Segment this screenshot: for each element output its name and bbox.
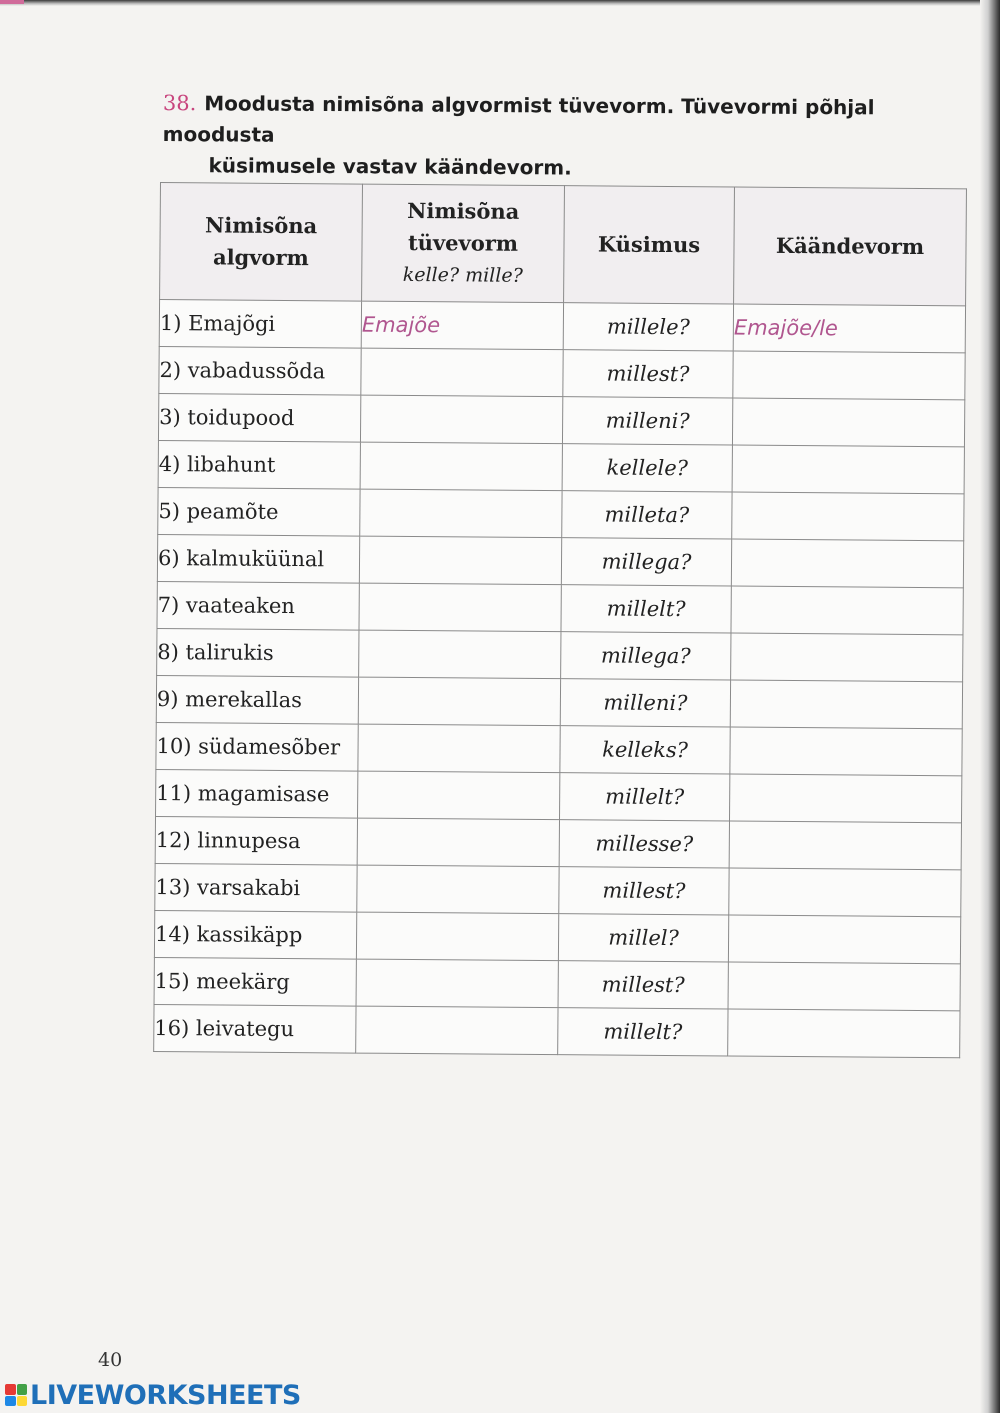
stem-form-cell[interactable]: [359, 630, 561, 679]
base-form-cell: 3) toidupood: [158, 393, 360, 442]
header-case-form-label: Käändevorm: [775, 232, 925, 260]
question-cell: millelt?: [560, 773, 730, 821]
question-cell: millega?: [561, 538, 731, 586]
table-row: [158, 487, 964, 540]
case-form-cell[interactable]: [732, 492, 964, 541]
case-form-cell[interactable]: [730, 727, 962, 776]
question-cell: millesse?: [559, 820, 729, 868]
stem-form-cell[interactable]: [358, 771, 560, 820]
base-form-cell: 15) meekärg: [154, 957, 356, 1006]
stem-form-cell[interactable]: [356, 912, 558, 961]
corner-mark: [0, 0, 24, 4]
table-row: [155, 816, 961, 869]
stem-form-cell[interactable]: [359, 536, 561, 585]
table-row: [154, 1004, 960, 1057]
case-form-cell[interactable]: [732, 445, 964, 494]
base-form-cell: 11) magamisase: [156, 769, 358, 818]
case-form-cell[interactable]: [729, 774, 961, 823]
table-row: [157, 581, 963, 634]
stem-form-cell[interactable]: [356, 1006, 558, 1055]
liveworksheets-logo-icon: [5, 1384, 27, 1406]
table-row: [157, 534, 963, 587]
question-cell: kellele?: [562, 444, 732, 492]
table-row: [154, 910, 960, 963]
base-form-cell: 12) linnupesa: [155, 816, 357, 865]
question-cell: millelt?: [558, 1008, 728, 1056]
stem-form-cell[interactable]: [360, 442, 562, 491]
exercise-number: 38.: [162, 90, 197, 116]
case-form-cell[interactable]: [729, 868, 961, 917]
exercise-table: [153, 182, 967, 1058]
base-form-cell: 1) Emajõgi: [159, 300, 361, 349]
base-form-cell: 16) leivategu: [154, 1004, 356, 1053]
page-binding-shadow: [980, 0, 1000, 1413]
base-form-cell: 14) kassikäpp: [154, 910, 356, 959]
stem-form-cell[interactable]: [358, 724, 560, 773]
header-question-label: Küsimus: [597, 231, 701, 258]
base-form-cell: 5) peamõte: [158, 487, 360, 536]
question-cell: kelleks?: [560, 726, 730, 774]
header-row: [160, 183, 967, 306]
case-form-cell[interactable]: [732, 398, 964, 447]
case-form-cell[interactable]: [728, 962, 960, 1011]
header-case-form: [734, 187, 967, 306]
stem-form-cell[interactable]: [358, 677, 560, 726]
table-row: [157, 628, 963, 681]
stem-form-cell[interactable]: [356, 959, 558, 1008]
table-row: [156, 722, 962, 775]
instruction-line-2: küsimusele vastav käändevorm.: [208, 153, 572, 180]
liveworksheets-brand: [5, 1379, 301, 1411]
question-cell: millel?: [558, 914, 728, 962]
header-question: [564, 186, 735, 304]
question-cell: millega?: [561, 632, 731, 680]
header-stem-form-label: Nimisõna tüvevorm: [407, 197, 520, 256]
table-row: [158, 393, 964, 446]
table-row: [156, 675, 962, 728]
header-base-form: [160, 183, 363, 302]
question-cell: millest?: [559, 867, 729, 915]
table-row: [159, 300, 965, 353]
header-stem-form-hint: kelle? mille?: [402, 263, 523, 287]
case-form-cell[interactable]: [728, 915, 960, 964]
stem-form-cell[interactable]: [361, 348, 563, 397]
question-cell: millele?: [563, 303, 733, 351]
header-base-form-label: Nimisõna algvorm: [205, 212, 318, 271]
page-number: 40: [98, 1349, 123, 1371]
stem-form-cell[interactable]: [357, 865, 559, 914]
case-form-cell[interactable]: Emajõe/le: [733, 304, 965, 353]
question-cell: milleta?: [562, 491, 732, 539]
stem-form-cell[interactable]: Emajõe: [361, 301, 563, 350]
base-form-cell: 8) talirukis: [157, 628, 359, 677]
base-form-cell: 2) vabadussõda: [159, 346, 361, 395]
case-form-cell[interactable]: [731, 586, 963, 635]
table-row: [159, 346, 965, 399]
case-form-cell[interactable]: [729, 821, 961, 870]
case-form-cell[interactable]: [730, 680, 962, 729]
case-form-cell[interactable]: [733, 351, 965, 400]
base-form-cell: 6) kalmuküünal: [157, 534, 359, 583]
exercise-instruction: [162, 88, 953, 186]
stem-form-cell[interactable]: [360, 489, 562, 538]
base-form-cell: 4) libahunt: [158, 440, 360, 489]
brand-name: LIVEWORKSHEETS: [30, 1379, 301, 1411]
base-form-cell: 7) vaateaken: [157, 581, 359, 630]
base-form-cell: 10) südamesõber: [156, 722, 358, 771]
base-form-cell: 9) merekallas: [156, 675, 358, 724]
table-row: [158, 440, 964, 493]
stem-form-cell[interactable]: [357, 818, 559, 867]
instruction-line-1: Moodusta nimisõna algvormist tüvevorm. Tüvevormi põhjal moodusta: [162, 91, 875, 147]
table-row: [156, 769, 962, 822]
case-form-cell[interactable]: [731, 539, 963, 588]
stem-form-cell[interactable]: [359, 583, 561, 632]
question-cell: millest?: [558, 961, 728, 1009]
stem-form-cell[interactable]: [360, 395, 562, 444]
page-top-shadow: [0, 0, 985, 6]
question-cell: millest?: [563, 350, 733, 398]
table-row: [154, 957, 960, 1010]
table-row: [155, 863, 961, 916]
question-cell: milleni?: [560, 679, 730, 727]
header-stem-form: [362, 184, 565, 303]
question-cell: milleni?: [562, 397, 732, 445]
base-form-cell: 13) varsakabi: [155, 863, 357, 912]
question-cell: millelt?: [561, 585, 731, 633]
case-form-cell[interactable]: [728, 1009, 960, 1058]
case-form-cell[interactable]: [731, 633, 963, 682]
